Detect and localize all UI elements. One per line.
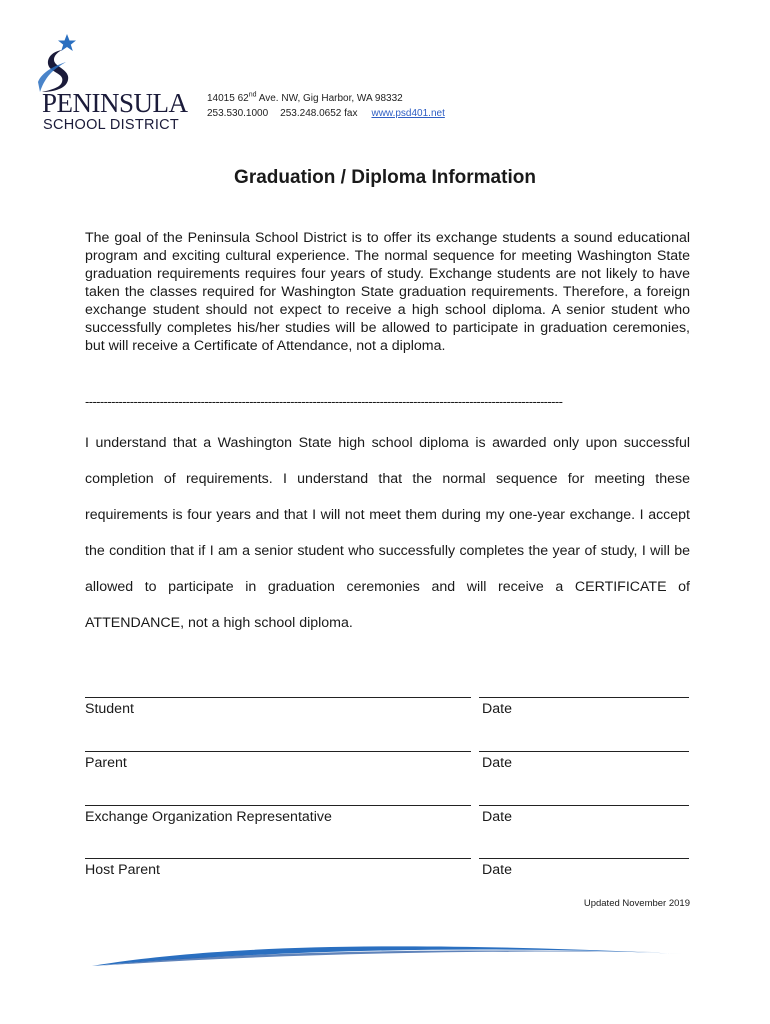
dashed-separator: -------------------------------------------------------------------------------------------------------------------------------- [85,394,563,409]
website-link[interactable]: www.psd401.net [371,108,445,119]
host-parent-label: Host Parent [85,862,160,878]
exchange-rep-date-line[interactable] [479,805,689,806]
logo-s-swirl-icon [42,50,68,92]
student-label: Student [85,701,134,717]
host-parent-date-label: Date [482,862,512,878]
street-number: 14015 62 [207,93,249,104]
exchange-rep-signature-line[interactable] [85,805,471,806]
address-line [207,93,403,104]
student-date-line[interactable] [479,697,689,698]
phone-number: 253.530.1000 [207,108,269,119]
host-parent-signature-line[interactable] [85,858,471,859]
contact-line [207,108,445,119]
street-suffix: nd [248,91,257,99]
logo-name: PENINSULA [42,88,188,118]
host-parent-date-line[interactable] [479,858,689,859]
student-date-label: Date [482,701,512,717]
updated-note: Updated November 2019 [583,898,690,909]
intro-paragraph: The goal of the Peninsula School District is to offer its exchange students a sound educational program and exciting cultural experience. The normal sequence for meeting Washington State graduation requirements requires four years of study. Exchange students are not likely to have taken the classes required for Washington State graduation requirements. Therefore, a foreign exchange student should not expect to receive a high school diploma. A senior student who successfully completes his/her studies will be allowed to participate in graduation ceremonies, but will receive a Certificate of Attendance, not a diploma. [85,230,690,354]
logo-subtitle: SCHOOL DISTRICT [43,117,180,133]
parent-date-line[interactable] [479,751,689,752]
parent-signature-line[interactable] [85,751,471,752]
student-signature-line[interactable] [85,697,471,698]
fax-number: 253.248.0652 fax [280,108,358,119]
exchange-rep-date-label: Date [482,809,512,825]
footer-swoosh-icon [92,936,682,970]
parent-label: Parent [85,755,127,771]
page-title: Graduation / Diploma Information [234,167,536,188]
parent-date-label: Date [482,755,512,771]
acknowledgement-paragraph: I understand that a Washington State high school diploma is awarded only upon successful completion of requirements. I understand that the normal sequence for meeting these requirements is four years and that I will not meet them during my one-year exchange. I accept the condition that if I am a senior student who successfully completes the year of study, I will be allowed to participate in graduation ceremonies and will receive a CERTIFICATE of ATTENDANCE, not a high school diploma. [85,435,690,631]
exchange-rep-label: Exchange Organization Representative [85,809,332,825]
street-rest: Ave. NW, Gig Harbor, WA 98332 [258,93,403,104]
logo-star-icon [58,34,76,51]
